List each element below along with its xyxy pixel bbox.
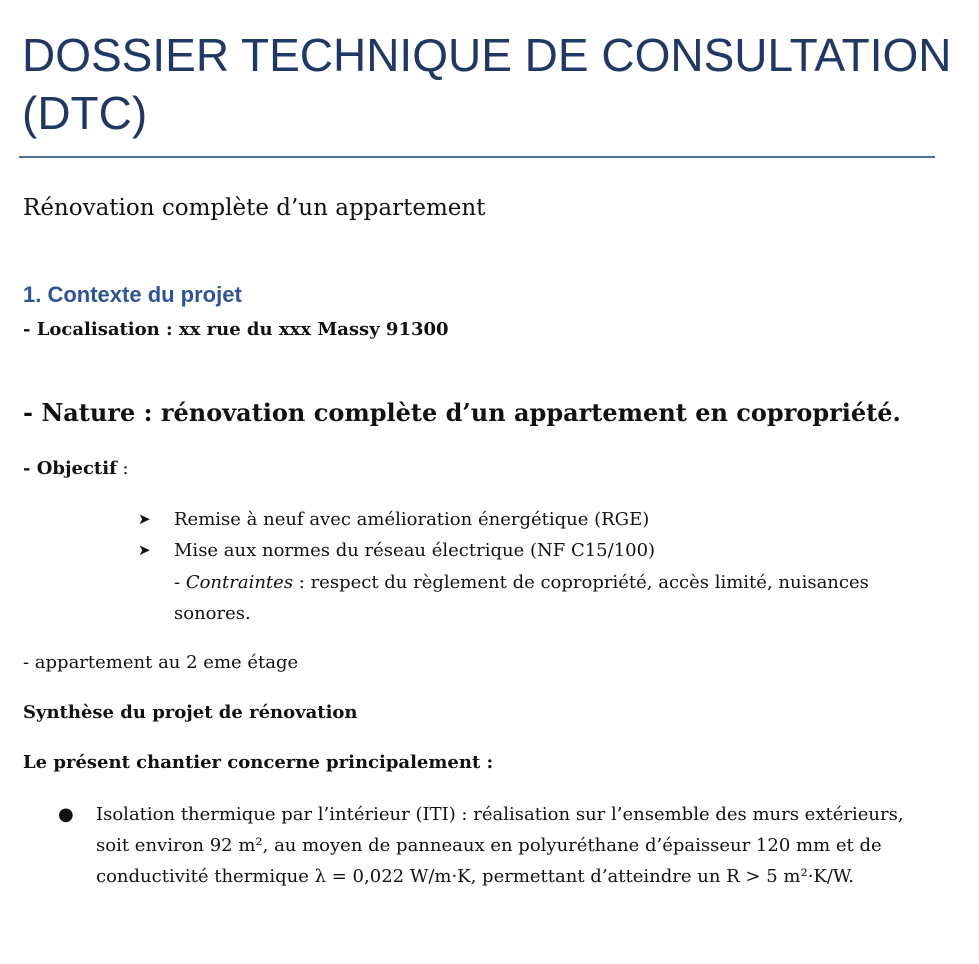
arrowhead-bullet-icon: ➤ — [138, 510, 151, 528]
objectif-label: - Objectif — [23, 458, 117, 479]
contraintes-prefix: - — [174, 572, 186, 593]
objectif-item-text: Mise aux normes du réseau électrique (NF C15/100) — [174, 540, 656, 561]
objectif-item-text: Remise à neuf avec amélioration énergétique (RGE) — [174, 509, 650, 530]
arrowhead-bullet-icon: ➤ — [138, 541, 151, 559]
contraintes-label: Contraintes — [185, 572, 294, 593]
section-heading-contexte: 1. Contexte du projet — [23, 282, 242, 307]
chantier-item-text: Isolation thermique par l’intérieur (ITI) : réalisation sur l’ensemble des murs extérieurs, soit environ 92 m², au moyen de panneaux en polyuréthane d’épaisseur 120 mm et de conductivité thermique λ = 0,022 W/m·K, permettant d’atteindre un R > 5 m²·K/W. — [96, 804, 904, 887]
document-title: DOSSIER TECHNIQUE DE CONSULTATION (DTC) — [22, 29, 952, 139]
localisation-line: - Localisation : xx rue du xxx Massy 91300 — [23, 319, 449, 340]
nature-line: - Nature : rénovation complète d’un appartement en copropriété. — [23, 398, 901, 427]
objectif-colon: : — [116, 458, 129, 479]
synthese-heading: Synthèse du projet de rénovation — [23, 702, 358, 723]
etage-line: - appartement au 2 eme étage — [23, 652, 299, 673]
document-subtitle: Rénovation complète d’un appartement — [23, 195, 486, 221]
contraintes-text: : respect du règlement de copropriété, accès limité, nuisances sonores. — [174, 572, 869, 624]
chantier-heading: Le présent chantier concerne principalement : — [23, 752, 494, 773]
objectif-line — [23, 456, 129, 481]
round-bullet-icon: ● — [58, 804, 74, 825]
title-divider — [19, 156, 935, 158]
contraintes-paragraph — [174, 567, 919, 629]
